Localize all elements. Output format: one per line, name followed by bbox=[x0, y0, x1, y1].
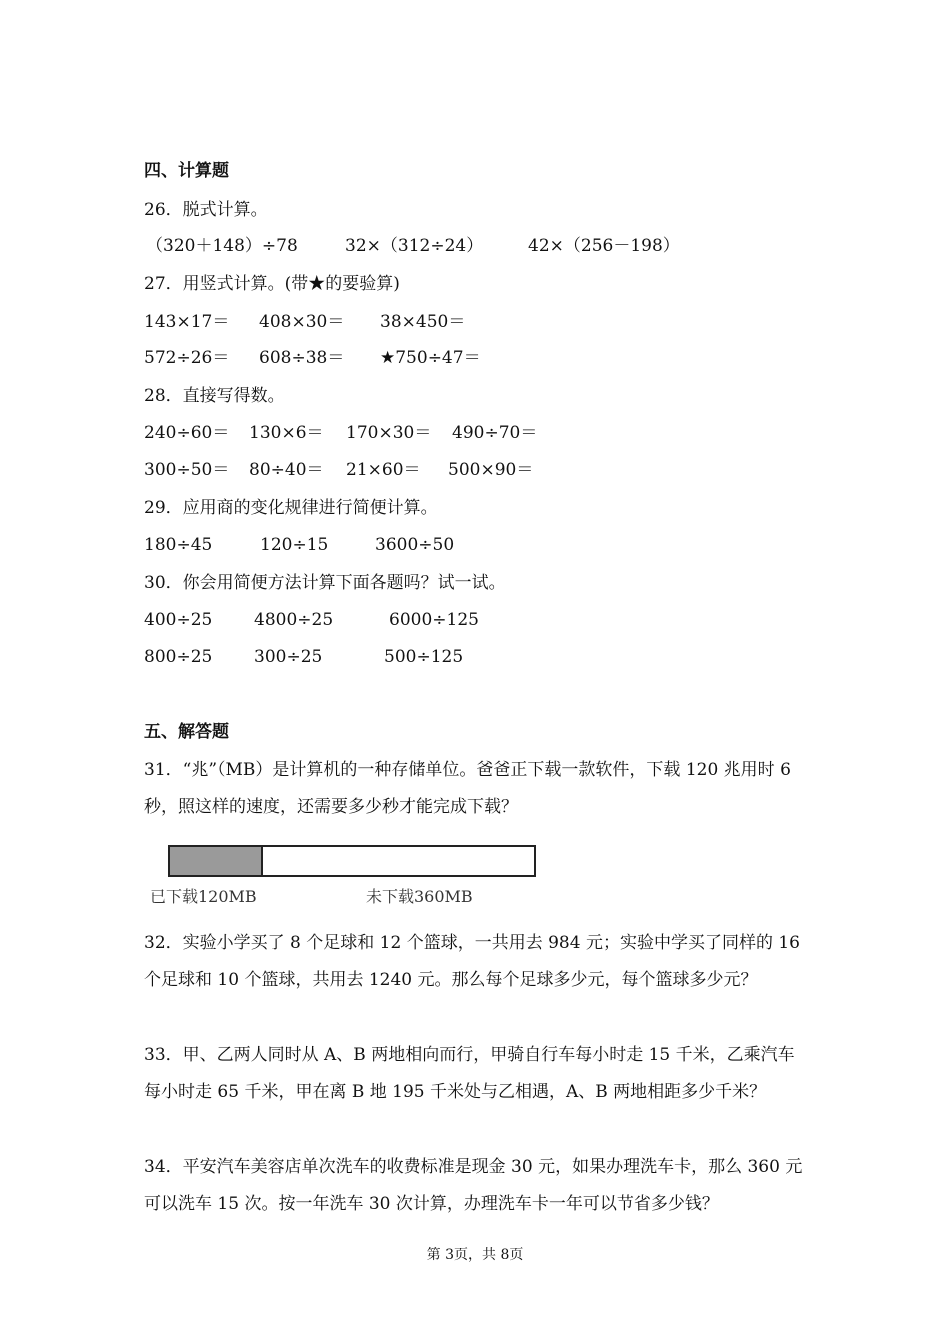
question-26-prompt: 26．脱式计算。 bbox=[144, 200, 268, 220]
expression: 21×60＝ bbox=[346, 460, 421, 480]
question-29-prompt: 29．应用商的变化规律进行简便计算。 bbox=[144, 498, 438, 518]
expression: 240÷60＝ bbox=[144, 423, 230, 443]
expression: 130×6＝ bbox=[249, 423, 324, 443]
expression: 143×17＝ bbox=[144, 312, 230, 332]
section-title-calculation: 四、计算题 bbox=[144, 161, 229, 181]
question-30-prompt: 30．你会用简便方法计算下面各题吗？试一试。 bbox=[144, 573, 506, 593]
expression: 170×30＝ bbox=[346, 423, 432, 443]
expression: 800÷25 bbox=[144, 647, 213, 667]
remaining-label: 未下载360MB bbox=[366, 887, 473, 906]
question-34-text: 34．平安汽车美容店单次洗车的收费标准是现金 30 元，如果办理洗车卡，那么 360 元可以洗车 15 次。按一年洗车 30 次计算，办理洗车卡一年可以节省多少钱？ bbox=[144, 1157, 803, 1214]
expression: 120÷15 bbox=[260, 535, 329, 555]
expression: 400÷25 bbox=[144, 610, 213, 630]
expression: 38×450＝ bbox=[380, 312, 466, 332]
expression: 490÷70＝ bbox=[452, 423, 538, 443]
question-31-text: 31．“兆”（MB）是计算机的一种存储单位。爸爸正下载一款软件，下载 120 兆用时 6 秒，照这样的速度，还需要多少秒才能完成下载？ bbox=[144, 760, 791, 817]
expression: 3600÷50 bbox=[375, 535, 455, 555]
question-28-prompt: 28．直接写得数。 bbox=[144, 386, 285, 406]
expression: 608÷38＝ bbox=[259, 348, 345, 368]
expression: （320＋148）÷78 bbox=[146, 236, 298, 256]
download-progress-bar bbox=[168, 845, 536, 877]
expression: 80÷40＝ bbox=[249, 460, 324, 480]
expression: 42×（256－198） bbox=[528, 236, 680, 256]
expression: 32×（312÷24） bbox=[345, 236, 484, 256]
expression: 300÷50＝ bbox=[144, 460, 230, 480]
expression: 4800÷25 bbox=[254, 610, 334, 630]
downloaded-label: 已下载120MB bbox=[150, 887, 257, 906]
expression: 408×30＝ bbox=[259, 312, 345, 332]
expression: 180÷45 bbox=[144, 535, 213, 555]
expression: 572÷26＝ bbox=[144, 348, 230, 368]
question-32-text: 32．实验小学买了 8 个足球和 12 个篮球，一共用去 984 元；实验中学买了同样的 16 个足球和 10 个篮球，共用去 1240 元。那么每个足球多少元，每个篮球多少元？ bbox=[144, 933, 800, 990]
expression: 300÷25 bbox=[254, 647, 323, 667]
section-title-word-problems: 五、解答题 bbox=[144, 722, 229, 742]
expression: ★750÷47＝ bbox=[380, 348, 481, 368]
downloaded-portion bbox=[170, 847, 263, 875]
question-27-prompt: 27．用竖式计算。(带★的要验算) bbox=[144, 274, 400, 294]
expression: 500×90＝ bbox=[448, 460, 534, 480]
expression: 6000÷125 bbox=[389, 610, 479, 630]
page-number: 第 3页，共 8页 bbox=[426, 1247, 524, 1263]
question-33-text: 33．甲、乙两人同时从 A、B 两地相向而行，甲骑自行车每小时走 15 千米，乙乘汽车每小时走 65 千米，甲在离 B 地 195 千米处与乙相遇，A、B 两地相距多少千米？ bbox=[144, 1045, 795, 1102]
expression: 500÷125 bbox=[384, 647, 464, 667]
